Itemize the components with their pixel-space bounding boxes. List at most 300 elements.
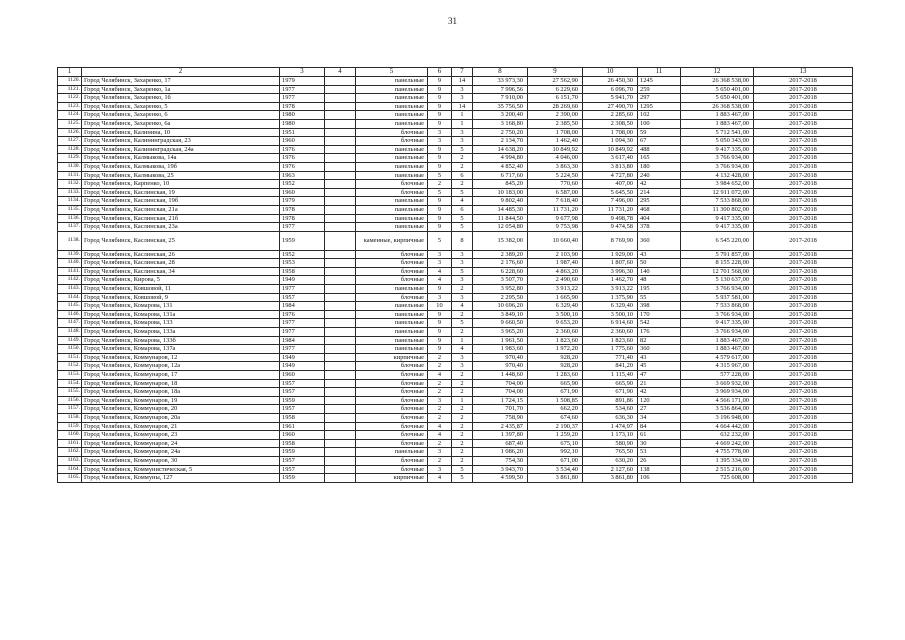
table-cell: 42 bbox=[638, 388, 681, 397]
table-row bbox=[58, 336, 853, 345]
table-cell: панельные bbox=[356, 345, 428, 354]
table-row bbox=[58, 302, 853, 311]
table-row bbox=[58, 388, 853, 397]
table-cell: 2 176,60 bbox=[473, 259, 528, 268]
table-cell: 9 474,58 bbox=[583, 223, 638, 232]
table-cell: Город Челябинск, Захаренко, 1б bbox=[82, 94, 280, 103]
table-cell: 5 bbox=[452, 223, 473, 232]
table-cell: 6 329,40 bbox=[528, 302, 583, 311]
table-cell: блочные bbox=[356, 388, 428, 397]
table-cell: 15 382,00 bbox=[473, 231, 528, 250]
table-cell: 1958 bbox=[280, 439, 325, 448]
table-cell: 10 696,20 bbox=[473, 302, 528, 311]
table-cell: 632 232,00 bbox=[681, 431, 754, 440]
table-cell: 2017-2018 bbox=[754, 362, 853, 371]
table-cell: 1977 bbox=[280, 328, 325, 337]
table-cell: 297 bbox=[638, 94, 681, 103]
table-row bbox=[58, 353, 853, 362]
table-cell bbox=[325, 197, 356, 206]
table-row bbox=[58, 128, 853, 137]
table-cell: 14 485,30 bbox=[473, 205, 528, 214]
table-row bbox=[58, 171, 853, 180]
table-cell: Город Челябинск, Калининградская, 24а bbox=[82, 145, 280, 154]
table-cell: 1122. bbox=[58, 94, 82, 103]
table-cell bbox=[325, 465, 356, 474]
table-cell: 1129. bbox=[58, 154, 82, 163]
table-cell: блочные bbox=[356, 439, 428, 448]
table-cell: Город Челябинск, Калинина, 10 bbox=[82, 128, 280, 137]
table-cell: блочные bbox=[356, 180, 428, 189]
table-cell: 1 708,00 bbox=[528, 128, 583, 137]
table-cell bbox=[325, 379, 356, 388]
table-row bbox=[58, 188, 853, 197]
table-cell bbox=[325, 171, 356, 180]
table-cell: панельные bbox=[356, 302, 428, 311]
table-cell: 6 228,60 bbox=[473, 267, 528, 276]
table-cell: 2 bbox=[452, 413, 473, 422]
table-cell: 120 bbox=[638, 396, 681, 405]
table-cell: 10 849,92 bbox=[583, 145, 638, 154]
table-cell bbox=[325, 94, 356, 103]
table-cell: 2 bbox=[452, 448, 473, 457]
table-cell: блочные bbox=[356, 267, 428, 276]
table-cell: 2 389,20 bbox=[473, 250, 528, 259]
table-cell: 3 bbox=[452, 362, 473, 371]
table-cell: 1 823,60 bbox=[583, 336, 638, 345]
table-cell: 1980 bbox=[280, 111, 325, 120]
table-cell: блочные bbox=[356, 259, 428, 268]
table-cell: 1957 bbox=[280, 388, 325, 397]
table-cell: 360 bbox=[638, 231, 681, 250]
table-row bbox=[58, 205, 853, 214]
table-cell: 671,00 bbox=[528, 456, 583, 465]
table-cell: 5 bbox=[428, 188, 452, 197]
table-cell: 1960 bbox=[280, 188, 325, 197]
table-cell: 3 766 934,00 bbox=[681, 310, 754, 319]
table-cell: 4 664 442,00 bbox=[681, 422, 754, 431]
table-cell: 2017-2018 bbox=[754, 310, 853, 319]
table-cell: 7 533 868,00 bbox=[681, 197, 754, 206]
table-row bbox=[58, 223, 853, 232]
table-cell: 2017-2018 bbox=[754, 336, 853, 345]
table-cell: 3 969 934,00 bbox=[681, 388, 754, 397]
table-cell: 9 bbox=[428, 310, 452, 319]
table-cell: 2017-2018 bbox=[754, 250, 853, 259]
table-cell: 11 300 802,00 bbox=[681, 205, 754, 214]
table-cell: 34 bbox=[638, 413, 681, 422]
table-cell: 4 599,50 bbox=[473, 474, 528, 483]
table-cell: 1 397,80 bbox=[473, 431, 528, 440]
table-cell: 1158. bbox=[58, 413, 82, 422]
table-cell: 4 046,00 bbox=[528, 154, 583, 163]
table-cell: 1 bbox=[452, 111, 473, 120]
table-cell: 1 508,85 bbox=[528, 396, 583, 405]
table-cell: 1 283,60 bbox=[528, 371, 583, 380]
table-cell: 7 910,00 bbox=[473, 94, 528, 103]
table-cell bbox=[325, 439, 356, 448]
table-cell: 5 bbox=[452, 319, 473, 328]
table-cell: 3 500,10 bbox=[583, 310, 638, 319]
table-cell: 3 bbox=[428, 448, 452, 457]
table-cell: 2017-2018 bbox=[754, 145, 853, 154]
table-cell: 1165. bbox=[58, 474, 82, 483]
table-cell: 1978 bbox=[280, 205, 325, 214]
table-cell: 2 bbox=[428, 362, 452, 371]
table-cell: блочные bbox=[356, 379, 428, 388]
table-cell: 2 134,70 bbox=[473, 137, 528, 146]
table-cell: 1128. bbox=[58, 145, 82, 154]
table-cell: 7 533 868,00 bbox=[681, 302, 754, 311]
table-cell: 1949 bbox=[280, 353, 325, 362]
table-cell: 765,50 bbox=[583, 448, 638, 457]
table-cell: 5 050 343,00 bbox=[681, 137, 754, 146]
table-cell: 1140. bbox=[58, 259, 82, 268]
table-cell: 9 802,40 bbox=[473, 197, 528, 206]
table-cell: 1977 bbox=[280, 223, 325, 232]
table-cell: 2 bbox=[452, 422, 473, 431]
table-cell: 59 bbox=[638, 128, 681, 137]
table-cell: 2017-2018 bbox=[754, 77, 853, 86]
table-cell: 14 638,20 bbox=[473, 145, 528, 154]
table-cell: 3 984 652,00 bbox=[681, 180, 754, 189]
table-cell: 1159. bbox=[58, 422, 82, 431]
table-cell: 2 bbox=[428, 353, 452, 362]
table-cell: 9 417 335,00 bbox=[681, 145, 754, 154]
table-cell: 82 bbox=[638, 336, 681, 345]
table-row bbox=[58, 162, 853, 171]
table-cell: 1125. bbox=[58, 119, 82, 128]
table-row bbox=[58, 85, 853, 94]
table-cell: панельные bbox=[356, 85, 428, 94]
table-cell: 4 bbox=[428, 267, 452, 276]
table-cell: 7 496,00 bbox=[583, 197, 638, 206]
table-cell: 1 bbox=[452, 119, 473, 128]
table-cell bbox=[325, 353, 356, 362]
table-cell: 11 731,20 bbox=[583, 205, 638, 214]
table-cell: 3 bbox=[428, 137, 452, 146]
page-number: 31 bbox=[448, 16, 457, 26]
table-cell: 758,90 bbox=[473, 413, 528, 422]
table-cell: 4 bbox=[452, 345, 473, 354]
table-row bbox=[58, 154, 853, 163]
table-cell: 2017-2018 bbox=[754, 465, 853, 474]
table-cell: 1951 bbox=[280, 128, 325, 137]
table-cell: 3 536 864,00 bbox=[681, 405, 754, 414]
table-cell: 3 965,20 bbox=[473, 328, 528, 337]
table-row bbox=[58, 259, 853, 268]
table-cell: 9 753,98 bbox=[528, 223, 583, 232]
table-cell bbox=[325, 188, 356, 197]
table-cell: 2 515 216,00 bbox=[681, 465, 754, 474]
table-cell: 1984 bbox=[280, 336, 325, 345]
table-cell: 404 bbox=[638, 214, 681, 223]
table-cell: 5 650 401,00 bbox=[681, 85, 754, 94]
table-cell: 2017-2018 bbox=[754, 353, 853, 362]
table-cell: 2017-2018 bbox=[754, 111, 853, 120]
table-cell: 2017-2018 bbox=[754, 119, 853, 128]
table-cell: 4 994,80 bbox=[473, 154, 528, 163]
table-cell: 55 bbox=[638, 293, 681, 302]
table-cell: 3 168,80 bbox=[473, 119, 528, 128]
table-cell: 1 708,00 bbox=[583, 128, 638, 137]
table-cell: 1295 bbox=[638, 102, 681, 111]
table-cell: 1151. bbox=[58, 353, 82, 362]
table-cell: Город Челябинск, Каслинская, 28 bbox=[82, 259, 280, 268]
table-cell: 4 132 428,00 bbox=[681, 171, 754, 180]
table-cell: 841,20 bbox=[583, 362, 638, 371]
table-cell: 2017-2018 bbox=[754, 439, 853, 448]
table-cell: Город Челябинск, Калининградская, 23 bbox=[82, 137, 280, 146]
table-cell: 1135. bbox=[58, 205, 82, 214]
table-cell: 259 bbox=[638, 85, 681, 94]
table-cell: 6 bbox=[452, 205, 473, 214]
table-cell: 2017-2018 bbox=[754, 162, 853, 171]
table-cell: Город Челябинск, Коммунаров, 18 bbox=[82, 379, 280, 388]
table-cell: 2017-2018 bbox=[754, 231, 853, 250]
table-cell: 577 228,00 bbox=[681, 371, 754, 380]
table-cell: 2017-2018 bbox=[754, 302, 853, 311]
table-cell: 1137. bbox=[58, 223, 82, 232]
table-cell: 2017-2018 bbox=[754, 293, 853, 302]
column-header-10: 10 bbox=[583, 68, 638, 77]
table-cell: 9 bbox=[428, 336, 452, 345]
table-cell: 928,20 bbox=[528, 362, 583, 371]
table-cell: 1953 bbox=[280, 259, 325, 268]
table-cell: Город Челябинск, Каслинская, 21а bbox=[82, 205, 280, 214]
table-cell: 4 bbox=[428, 371, 452, 380]
table-cell: 5 712 541,00 bbox=[681, 128, 754, 137]
table-cell: 1156. bbox=[58, 396, 82, 405]
table-cell: 9 bbox=[428, 285, 452, 294]
table-cell: блочные bbox=[356, 188, 428, 197]
table-cell bbox=[325, 119, 356, 128]
table-cell: 1 665,90 bbox=[528, 293, 583, 302]
table-cell: 5 bbox=[452, 474, 473, 483]
table-cell: 3 500,10 bbox=[528, 310, 583, 319]
table-cell bbox=[325, 259, 356, 268]
table-cell: 5 937 581,00 bbox=[681, 293, 754, 302]
table-cell: Город Челябинск, Коммунаров, 23 bbox=[82, 431, 280, 440]
table-cell: Город Челябинск, Комарова, 133б bbox=[82, 336, 280, 345]
table-cell: 674,60 bbox=[528, 413, 583, 422]
table-cell: 11 731,20 bbox=[528, 205, 583, 214]
table-row bbox=[58, 276, 853, 285]
table-cell: 725 608,00 bbox=[681, 474, 754, 483]
table-cell: 6 545 220,00 bbox=[681, 231, 754, 250]
table-cell: панельные bbox=[356, 171, 428, 180]
table-cell: 407,00 bbox=[583, 180, 638, 189]
table-row bbox=[58, 422, 853, 431]
table-cell bbox=[325, 102, 356, 111]
table-cell: 1162. bbox=[58, 448, 82, 457]
table-cell: 1 375,90 bbox=[583, 293, 638, 302]
table-cell: блочные bbox=[356, 465, 428, 474]
table-cell: 2017-2018 bbox=[754, 456, 853, 465]
table-cell: 2 308,50 bbox=[583, 119, 638, 128]
table-cell: 3 849,10 bbox=[473, 310, 528, 319]
table-cell: 1133. bbox=[58, 188, 82, 197]
table-cell: 1952 bbox=[280, 250, 325, 259]
table-cell: 4 579 617,00 bbox=[681, 353, 754, 362]
table-cell: 1957 bbox=[280, 405, 325, 414]
table-cell: 3 766 934,00 bbox=[681, 328, 754, 337]
table-cell: 1144. bbox=[58, 293, 82, 302]
table-row bbox=[58, 145, 853, 154]
table-cell: 2 bbox=[428, 456, 452, 465]
table-cell bbox=[325, 328, 356, 337]
table-row bbox=[58, 465, 853, 474]
table-cell: 3 669 932,00 bbox=[681, 379, 754, 388]
table-cell: 2017-2018 bbox=[754, 154, 853, 163]
table-cell: Город Челябинск, Ковшовой, 11 bbox=[82, 285, 280, 294]
table-row bbox=[58, 448, 853, 457]
table-cell: 1 883 467,00 bbox=[681, 119, 754, 128]
table-cell: Город Челябинск, Ковшовой, 9 bbox=[82, 293, 280, 302]
table-cell: 2017-2018 bbox=[754, 422, 853, 431]
table-cell: 1978 bbox=[280, 214, 325, 223]
table-cell: 10 bbox=[428, 302, 452, 311]
table-cell: 9 bbox=[428, 223, 452, 232]
table-cell: Город Челябинск, Калмыкова, 14а bbox=[82, 154, 280, 163]
table-cell: 2 750,20 bbox=[473, 128, 528, 137]
table-cell: 1976 bbox=[280, 154, 325, 163]
table-cell bbox=[325, 336, 356, 345]
table-cell bbox=[325, 345, 356, 354]
table-cell: Город Челябинск, Каслинская, 34 bbox=[82, 267, 280, 276]
table-cell: 9 bbox=[428, 214, 452, 223]
table-cell: 9 bbox=[428, 328, 452, 337]
table-cell: 3 bbox=[428, 465, 452, 474]
table-row bbox=[58, 345, 853, 354]
table-cell: 1160. bbox=[58, 431, 82, 440]
table-cell bbox=[325, 448, 356, 457]
table-cell: 665,90 bbox=[528, 379, 583, 388]
table-cell: 2 285,60 bbox=[583, 111, 638, 120]
table-cell: 1 987,40 bbox=[528, 259, 583, 268]
table-cell: Город Челябинск, Комарова, 133 bbox=[82, 319, 280, 328]
table-cell: 7 618,40 bbox=[528, 197, 583, 206]
table-cell: 1 807,60 bbox=[583, 259, 638, 268]
table-cell: панельные bbox=[356, 119, 428, 128]
table-cell bbox=[325, 293, 356, 302]
table-cell: 1 173,10 bbox=[583, 431, 638, 440]
table-cell: 2017-2018 bbox=[754, 413, 853, 422]
table-cell bbox=[325, 128, 356, 137]
table-cell: 100 bbox=[638, 119, 681, 128]
table-cell: 9 417 335,00 bbox=[681, 214, 754, 223]
table-cell: 928,20 bbox=[528, 353, 583, 362]
table-cell: 2017-2018 bbox=[754, 319, 853, 328]
column-header-12: 12 bbox=[681, 68, 754, 77]
table-cell: 845,20 bbox=[473, 180, 528, 189]
table-cell: 1145. bbox=[58, 302, 82, 311]
table-cell: 27 490,70 bbox=[583, 102, 638, 111]
table-cell: Город Челябинск, Коммунаров, 20 bbox=[82, 405, 280, 414]
table-cell bbox=[325, 388, 356, 397]
table-cell bbox=[325, 77, 356, 86]
table-cell: 2017-2018 bbox=[754, 448, 853, 457]
table-cell: Город Челябинск, Коммунаров, 24 bbox=[82, 439, 280, 448]
table-cell: 1979 bbox=[280, 197, 325, 206]
table-cell: 1 462,70 bbox=[583, 276, 638, 285]
table-cell: 2017-2018 bbox=[754, 396, 853, 405]
table-cell: панельные bbox=[356, 197, 428, 206]
table-cell: 14 bbox=[452, 77, 473, 86]
table-cell: 1959 bbox=[280, 474, 325, 483]
table-cell: 4 566 171,00 bbox=[681, 396, 754, 405]
table-cell: 195 bbox=[638, 285, 681, 294]
table-cell: панельные bbox=[356, 285, 428, 294]
table-cell: панельные bbox=[356, 214, 428, 223]
table-row bbox=[58, 293, 853, 302]
table-cell: 5 bbox=[452, 214, 473, 223]
table-cell: 542 bbox=[638, 319, 681, 328]
table-cell: 1131. bbox=[58, 171, 82, 180]
table-cell: 6 096,70 bbox=[583, 85, 638, 94]
table-cell: 1958 bbox=[280, 413, 325, 422]
table-cell: 1149. bbox=[58, 336, 82, 345]
table-cell: 3 bbox=[428, 128, 452, 137]
table-cell: 9 660,50 bbox=[473, 319, 528, 328]
table-cell: 5 650 401,00 bbox=[681, 94, 754, 103]
table-cell bbox=[325, 431, 356, 440]
table-cell: Город Челябинск, Коммунистическая, 5 bbox=[82, 465, 280, 474]
table-row bbox=[58, 405, 853, 414]
table-cell: блочные bbox=[356, 276, 428, 285]
table-cell: 6 717,60 bbox=[473, 171, 528, 180]
table-row bbox=[58, 250, 853, 259]
table-cell: 2017-2018 bbox=[754, 474, 853, 483]
table-cell bbox=[325, 422, 356, 431]
column-header-9: 9 bbox=[528, 68, 583, 77]
table-cell: 2 bbox=[452, 405, 473, 414]
table-cell: 2 bbox=[452, 162, 473, 171]
table-cell: 2 bbox=[452, 456, 473, 465]
table-cell: кирпичные bbox=[356, 474, 428, 483]
table-cell bbox=[325, 223, 356, 232]
table-cell: 28 269,60 bbox=[528, 102, 583, 111]
table-cell: 4 bbox=[428, 474, 452, 483]
table-row bbox=[58, 310, 853, 319]
column-header-11: 11 bbox=[638, 68, 681, 77]
header-row bbox=[58, 68, 853, 77]
table-cell bbox=[325, 267, 356, 276]
table-row bbox=[58, 456, 853, 465]
table-cell: 1153. bbox=[58, 371, 82, 380]
table-cell: 8 155 228,00 bbox=[681, 259, 754, 268]
table-cell: 1138. bbox=[58, 231, 82, 250]
table-cell: 1977 bbox=[280, 319, 325, 328]
table-cell: 50 bbox=[638, 259, 681, 268]
table-cell: 4 755 778,00 bbox=[681, 448, 754, 457]
table-cell: 214 bbox=[638, 188, 681, 197]
table-cell: 1146. bbox=[58, 310, 82, 319]
table-cell: 4 727,80 bbox=[583, 171, 638, 180]
table-cell: 9 bbox=[428, 102, 452, 111]
table-cell: Город Челябинск, Каслинская, 26 bbox=[82, 250, 280, 259]
table-cell: 6 151,70 bbox=[528, 94, 583, 103]
table-cell: 6 914,60 bbox=[583, 319, 638, 328]
table-cell: 1 115,40 bbox=[583, 371, 638, 380]
table-cell: 2 bbox=[428, 439, 452, 448]
table-cell: 30 bbox=[638, 439, 681, 448]
table-row bbox=[58, 180, 853, 189]
table-cell: 8 769,90 bbox=[583, 231, 638, 250]
table-cell: блочные bbox=[356, 396, 428, 405]
column-header-6: 6 bbox=[428, 68, 452, 77]
table-cell: 687,40 bbox=[473, 439, 528, 448]
table-row bbox=[58, 396, 853, 405]
